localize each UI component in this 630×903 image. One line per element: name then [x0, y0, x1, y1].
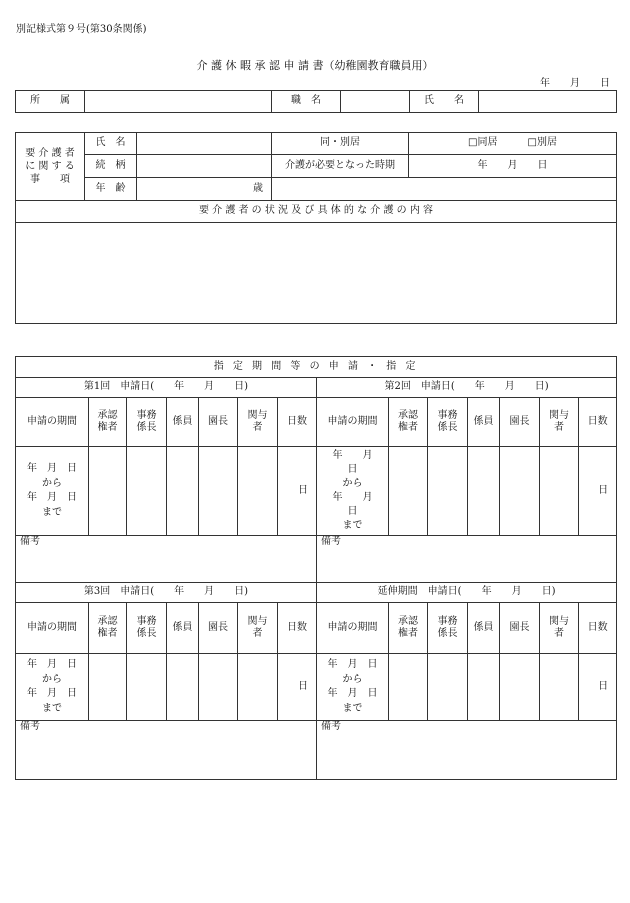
col-approver: 承認 権者	[389, 398, 428, 447]
staff-stamp[interactable]	[167, 447, 199, 536]
col-days: 日数	[579, 603, 617, 654]
recipient-name-field[interactable]	[137, 133, 272, 155]
approver-stamp[interactable]	[389, 447, 428, 536]
col-staff: 係員	[167, 603, 199, 654]
col-period: 申請の期間	[16, 398, 89, 447]
age-label: 年 齢	[85, 178, 137, 201]
block-2-period[interactable]: 年 月 日 から 年 月 日 まで	[317, 447, 389, 536]
form-title: 介 護 休 暇 承 認 申 請 書（幼稚園教育職員用）	[196, 59, 434, 72]
designation-table	[15, 356, 617, 780]
block-3-title: 第3回 申請日( 年 月 日)	[16, 583, 317, 603]
col-period: 申請の期間	[16, 603, 89, 654]
block-2-title: 第2回 申請日( 年 月 日)	[317, 378, 617, 398]
block-3-period[interactable]: 年 月 日 から 年 月 日 まで	[16, 654, 89, 721]
principal-stamp[interactable]	[500, 654, 540, 721]
col-days: 日数	[278, 603, 317, 654]
block-2-remarks[interactable]: 備考	[317, 536, 617, 583]
involved-stamp[interactable]	[238, 447, 278, 536]
relation-label: 続 柄	[85, 155, 137, 178]
col-approver: 承認 権者	[89, 603, 127, 654]
approver-stamp[interactable]	[89, 447, 127, 536]
staff-stamp[interactable]	[468, 447, 500, 536]
block-3-remarks[interactable]: 備考	[16, 721, 317, 780]
days-field[interactable]: 日	[579, 447, 617, 536]
dept-field[interactable]	[85, 91, 272, 113]
care-blank-cell	[272, 178, 617, 201]
involved-stamp[interactable]	[540, 447, 579, 536]
col-involved: 関与 者	[540, 603, 579, 654]
days-field[interactable]: 日	[278, 654, 317, 721]
chief-stamp[interactable]	[428, 654, 468, 721]
block-ext-period[interactable]: 年 月 日 から 年 月 日 まで	[317, 654, 389, 721]
col-period: 申請の期間	[317, 603, 389, 654]
approver-stamp[interactable]	[89, 654, 127, 721]
care-start-date[interactable]: 年 月 日	[409, 155, 617, 178]
age-unit: 歳	[253, 182, 263, 194]
application-date: 年 月 日	[540, 78, 610, 89]
col-days: 日数	[278, 398, 317, 447]
col-staff: 係員	[468, 603, 500, 654]
principal-stamp[interactable]	[500, 447, 540, 536]
block-1-remarks[interactable]: 備考	[16, 536, 317, 583]
applicant-table	[15, 90, 617, 113]
dept-label: 所 属	[16, 91, 85, 113]
position-label: 職 名	[272, 91, 341, 113]
care-start-label: 介護が必要となった時期	[272, 155, 409, 178]
applicant-name-label: 氏 名	[410, 91, 479, 113]
care-status-field[interactable]	[16, 223, 617, 324]
position-field[interactable]	[341, 91, 410, 113]
principal-stamp[interactable]	[199, 447, 238, 536]
block-ext-remarks[interactable]: 備考	[317, 721, 617, 780]
care-recipient-table	[15, 132, 617, 324]
col-principal: 園長	[500, 603, 540, 654]
col-chief: 事務 係長	[127, 603, 167, 654]
col-principal: 園長	[500, 398, 540, 447]
involved-stamp[interactable]	[238, 654, 278, 721]
chief-stamp[interactable]	[428, 447, 468, 536]
cohabit-label: 同・別居	[272, 133, 409, 155]
involved-stamp[interactable]	[540, 654, 579, 721]
block-1-title: 第1回 申請日( 年 月 日)	[16, 378, 317, 398]
recipient-name-label: 氏 名	[85, 133, 137, 155]
col-involved: 関与 者	[238, 398, 278, 447]
staff-stamp[interactable]	[167, 654, 199, 721]
principal-stamp[interactable]	[199, 654, 238, 721]
chief-stamp[interactable]	[127, 654, 167, 721]
care-status-label: 要 介 護 者 の 状 況 及 び 具 体 的 な 介 護 の 内 容	[16, 201, 617, 223]
col-days: 日数	[579, 398, 617, 447]
col-staff: 係員	[167, 398, 199, 447]
col-involved: 関与 者	[540, 398, 579, 447]
col-involved: 関与 者	[238, 603, 278, 654]
cohabit-checkboxes[interactable]: □同居 □別居	[409, 133, 617, 155]
col-period: 申請の期間	[317, 398, 389, 447]
col-chief: 事務 係長	[428, 398, 468, 447]
days-field[interactable]: 日	[278, 447, 317, 536]
col-principal: 園長	[199, 603, 238, 654]
block-1-period[interactable]: 年 月 日 から 年 月 日 まで	[16, 447, 89, 536]
col-approver: 承認 権者	[389, 603, 428, 654]
relation-field[interactable]	[137, 155, 272, 178]
age-field[interactable]	[137, 178, 272, 201]
staff-stamp[interactable]	[468, 654, 500, 721]
applicant-name-field[interactable]	[479, 91, 617, 113]
care-section-label: 要 介 護 者 に 関 す る 事 項	[16, 133, 85, 201]
days-field[interactable]: 日	[579, 654, 617, 721]
chief-stamp[interactable]	[127, 447, 167, 536]
col-staff: 係員	[468, 398, 500, 447]
col-principal: 園長	[199, 398, 238, 447]
block-ext-title: 延伸期間 申請日( 年 月 日)	[317, 583, 617, 603]
form-reference: 別記様式第９号(第30条関係)	[16, 24, 147, 35]
col-approver: 承認 権者	[89, 398, 127, 447]
designation-header: 指 定 期 間 等 の 申 請 ・ 指 定	[16, 357, 617, 378]
col-chief: 事務 係長	[127, 398, 167, 447]
approver-stamp[interactable]	[389, 654, 428, 721]
col-chief: 事務 係長	[428, 603, 468, 654]
